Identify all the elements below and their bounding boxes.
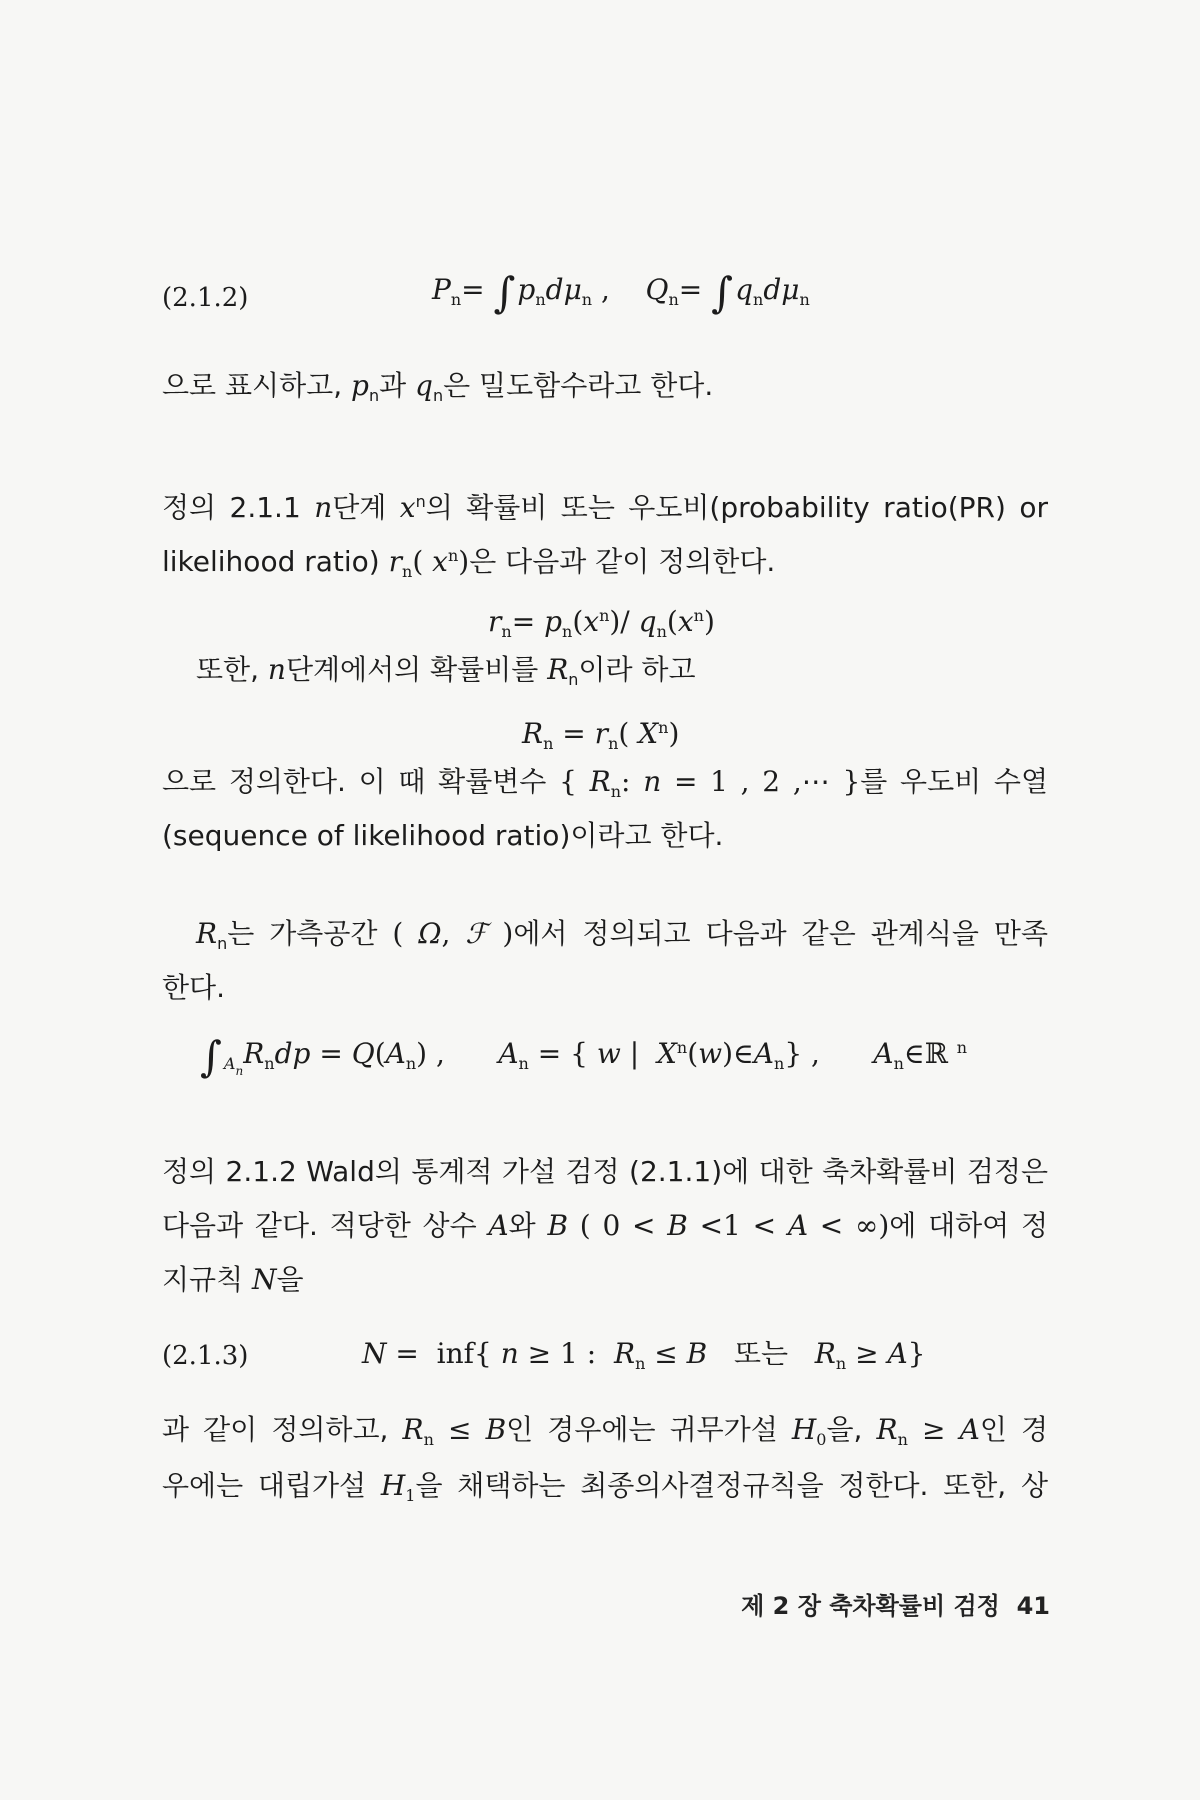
page-number: 41	[1016, 1592, 1050, 1620]
paragraph-final-line1: 과 같이 정의하고, $R_n \le B$인 경우에는 귀무가설 $H_0$을, $R_n \ge A$인 경	[162, 1413, 1049, 1449]
chapter-title: 제 2 장 축차확률비 검정	[741, 1592, 1000, 1620]
equation-2-1-2: $P_n= \int p_nd\mu_n$ , $Q_n= \int q_nd\mu_n$	[432, 268, 810, 317]
likelihood-ratio-formula: $r_n= p_n(x^n)/$ $q_n(x^n)$	[488, 605, 715, 641]
paragraph-density: 으로 표시하고, $p_n$과 $q_n$은 밀도함수라고 한다.	[162, 369, 714, 405]
definition-2-1-2-line2: 다음과 같다. 적당한 상수 A와 B ( 0 < B <1 < A < ∞)에 대하여 정	[162, 1209, 1049, 1242]
equation-number-2-1-3: (2.1.3)	[162, 1341, 249, 1371]
paragraph-space-line2: 한다.	[162, 971, 225, 1004]
p-symbol: P	[432, 273, 451, 306]
paragraph-space-line1: $R_n$는 가측공간 ( Ω, ℱ )에서 정의되고 다음과 같은 관계식을 만족	[196, 917, 1049, 953]
q-symbol: Q	[645, 273, 669, 306]
paragraph-rn: 또한, n단계에서의 확률비를 $R_n$이라 하고	[196, 653, 696, 689]
random-ratio-formula: $R_n = r_n$( $X^n$)	[522, 717, 680, 753]
paragraph-final-line2: 우에는 대립가설 $H_1$을 채택하는 최종의사결정규칙을 정한다. 또한, 상	[162, 1469, 1049, 1505]
definition-2-1-2-line1: 정의 2.1.2 Wald의 통계적 가설 검정 (2.1.1)에 대한 축차확률비 검정은	[162, 1155, 1048, 1188]
equation-2-1-3: N = inf{ n ≥ 1 : $R_n \le B$ 또는 $R_n \ge A$}	[362, 1337, 926, 1373]
definition-2-1-1-line2: likelihood ratio) $r_n$( $x^n$)은 다음과 같이 정의한다.	[162, 545, 776, 581]
definition-2-1-2-line3: 지규칙 N을	[162, 1263, 304, 1296]
paragraph-sequence-line1: 으로 정의한다. 이 때 확률변수 { $R_n$: n = 1 , 2 ,⋯ }를 우도비 수열	[162, 765, 1049, 801]
definition-2-1-1-line1: 정의 2.1.1 n단계 $x^n$의 확률비 또는 우도비(probability ratio(PR) or	[162, 491, 1048, 524]
page-footer	[700, 1588, 1050, 1624]
equation-number-2-1-2: (2.1.2)	[162, 283, 249, 313]
relation-formula: ∫ $_{A_n}R_ndp = Q(A_n)$ , $A_n$ = { w | $X^n(w)\in A_n$} , $A_n\in ℝ$ $^n$	[200, 1032, 968, 1081]
paragraph-sequence-line2: (sequence of likelihood ratio)이라고 한다.	[162, 819, 724, 852]
